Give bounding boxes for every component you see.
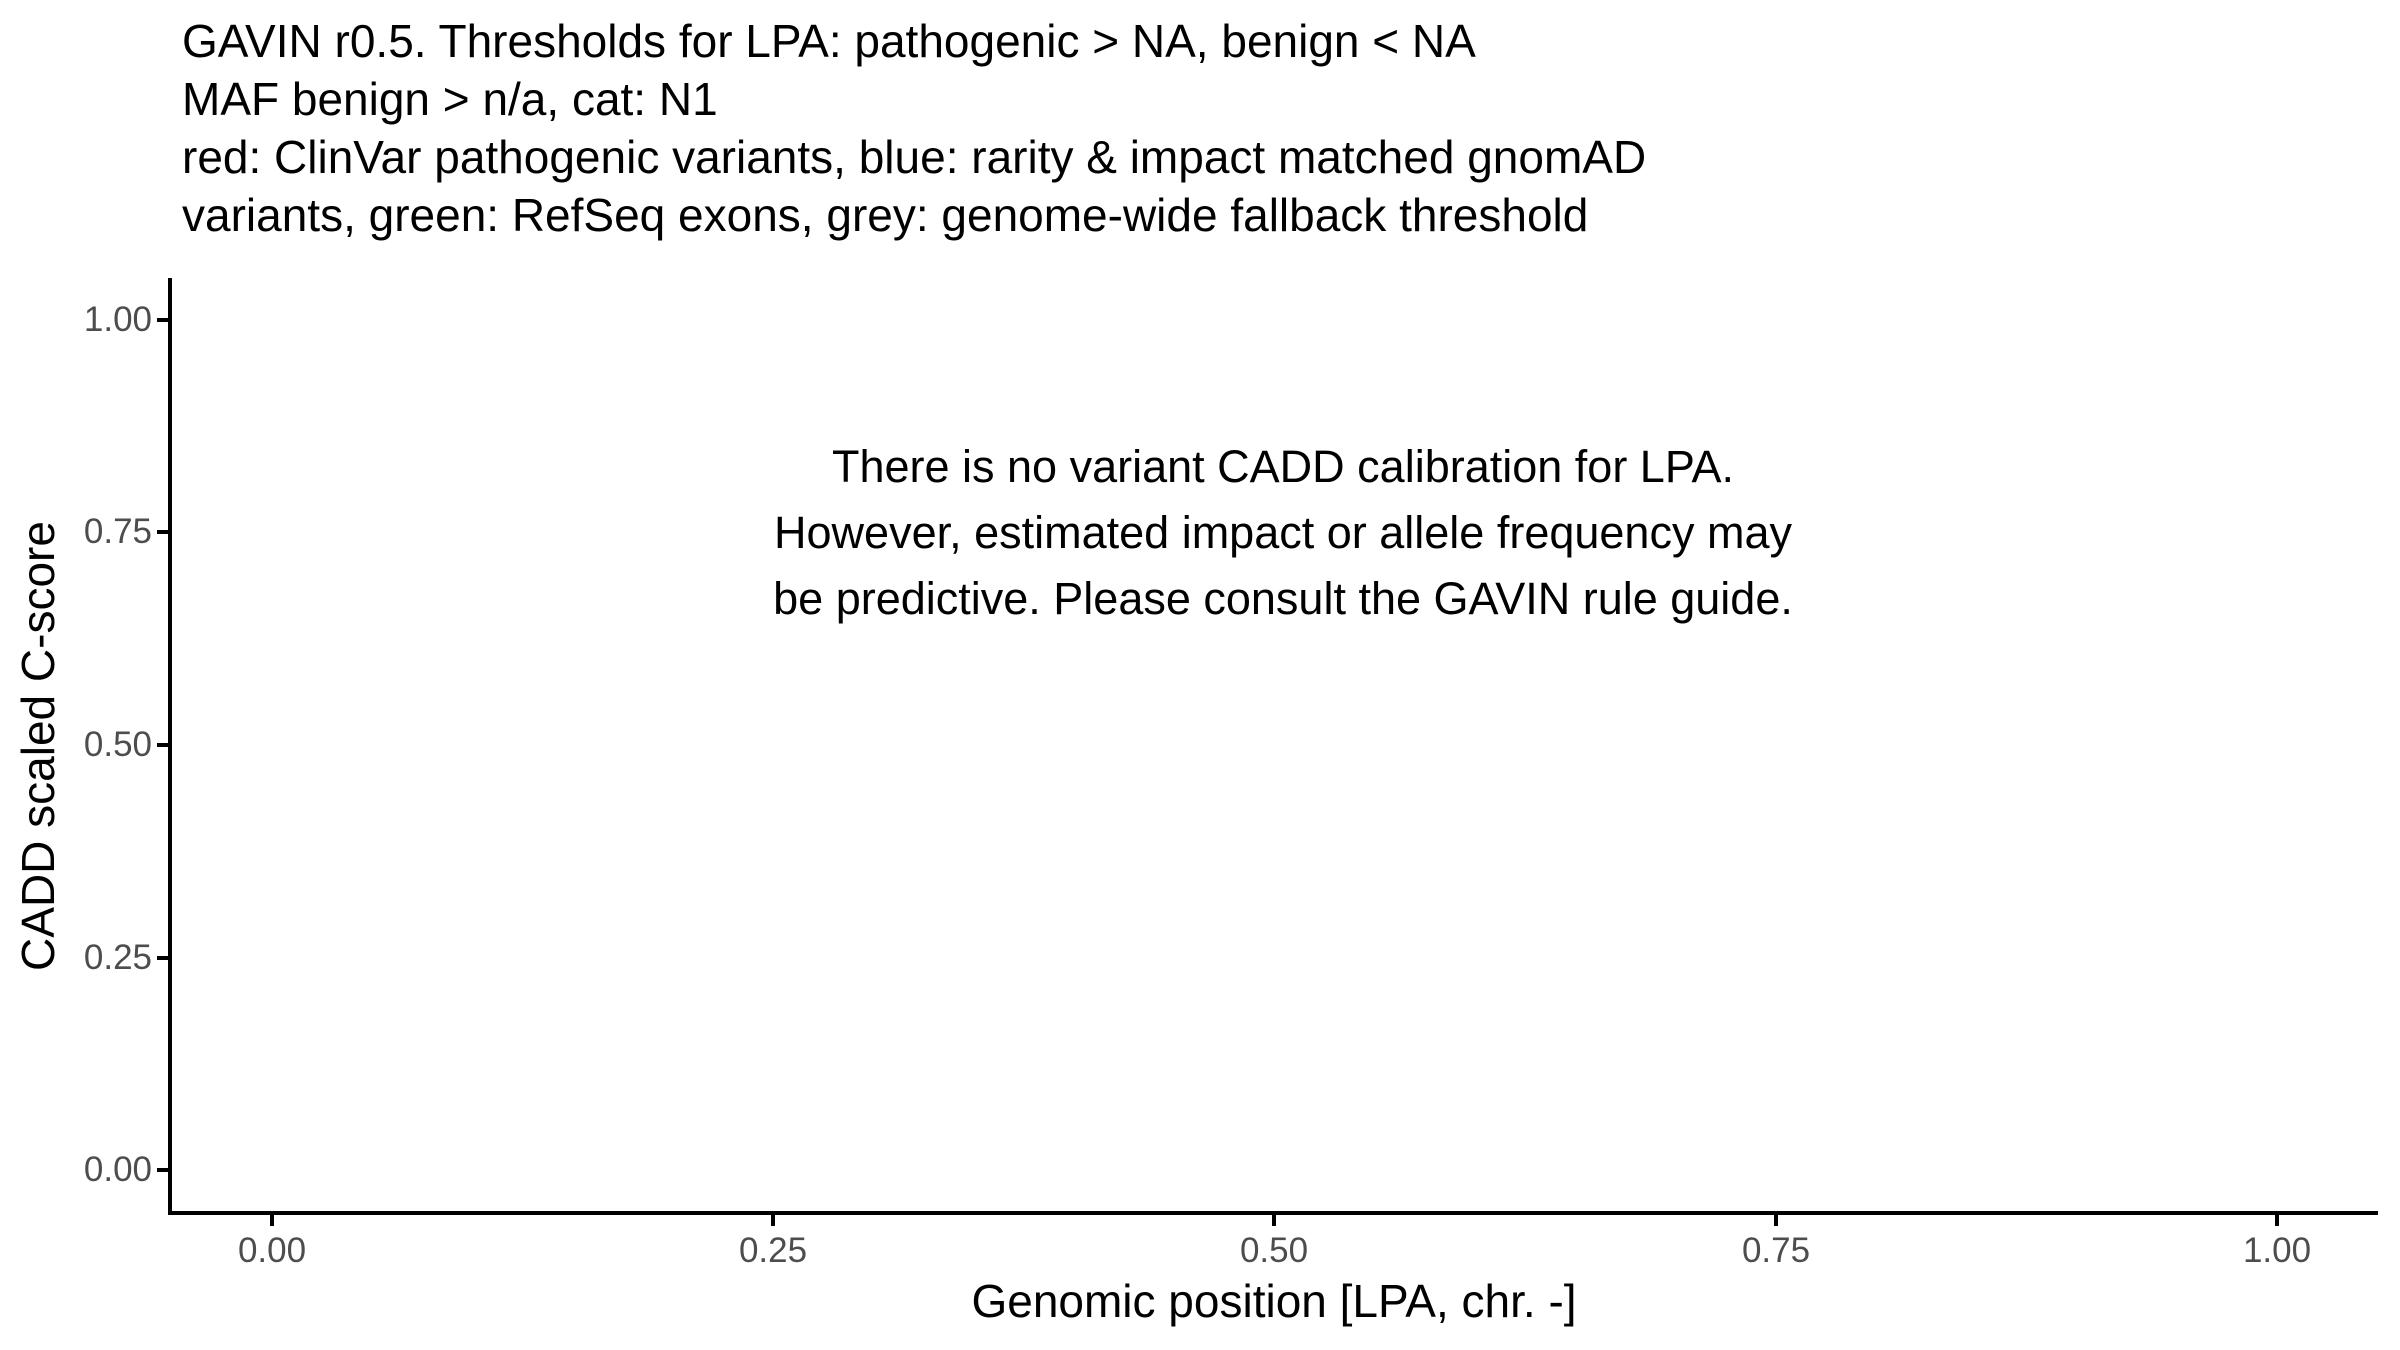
x-tick-mark-0.75: [1774, 1215, 1778, 1226]
y-tick-mark-0.50: [157, 743, 168, 747]
panel-annotation: [773, 434, 1793, 632]
y-tick-label-0.50: 0.50: [83, 725, 152, 764]
plot-title-line-1: GAVIN r0.5. Thresholds for LPA: pathogenic > NA, benign < NA: [182, 15, 1476, 67]
y-axis-title: CADD scaled C-score: [12, 521, 64, 971]
x-tick-mark-1.00: [2275, 1215, 2279, 1226]
x-tick-mark-0.50: [1272, 1215, 1276, 1226]
y-tick-mark-0.25: [157, 956, 168, 960]
y-tick-mark-0.75: [157, 530, 168, 534]
y-tick-label-0.25: 0.25: [83, 938, 152, 977]
x-tick-label-0.00: 0.00: [237, 1231, 307, 1270]
plot-title-line-2: MAF benign > n/a, cat: N1: [182, 73, 718, 125]
plot-title-line-3: red: ClinVar pathogenic variants, blue: rarity & impact matched gnomAD: [182, 131, 1647, 183]
y-tick-mark-1.00: [157, 318, 168, 322]
panel-annotation-line-2: However, estimated impact or allele frequency may: [774, 507, 1792, 558]
panel-annotation-line-3: be predictive. Please consult the GAVIN rule guide.: [773, 573, 1793, 624]
x-tick-label-0.50: 0.50: [1239, 1231, 1309, 1270]
x-axis-title: Genomic position [LPA, chr. -]: [971, 1275, 1577, 1327]
x-tick-label-0.25: 0.25: [738, 1231, 808, 1270]
x-tick-mark-0.25: [771, 1215, 775, 1226]
y-tick-label-0.75: 0.75: [83, 512, 152, 551]
panel-annotation-line-1: There is no variant CADD calibration for LPA.: [831, 441, 1735, 492]
y-axis-line: [168, 278, 172, 1215]
y-tick-label-0.00: 0.00: [83, 1150, 152, 1189]
y-tick-label-1.00: 1.00: [83, 300, 152, 339]
x-tick-label-1.00: 1.00: [2242, 1231, 2312, 1270]
x-tick-label-0.75: 0.75: [1741, 1231, 1811, 1270]
plot-title: [182, 12, 1646, 244]
x-tick-mark-0.00: [270, 1215, 274, 1226]
y-tick-mark-0.00: [157, 1168, 168, 1172]
plot-title-line-4: variants, green: RefSeq exons, grey: genome-wide fallback threshold: [182, 189, 1589, 241]
